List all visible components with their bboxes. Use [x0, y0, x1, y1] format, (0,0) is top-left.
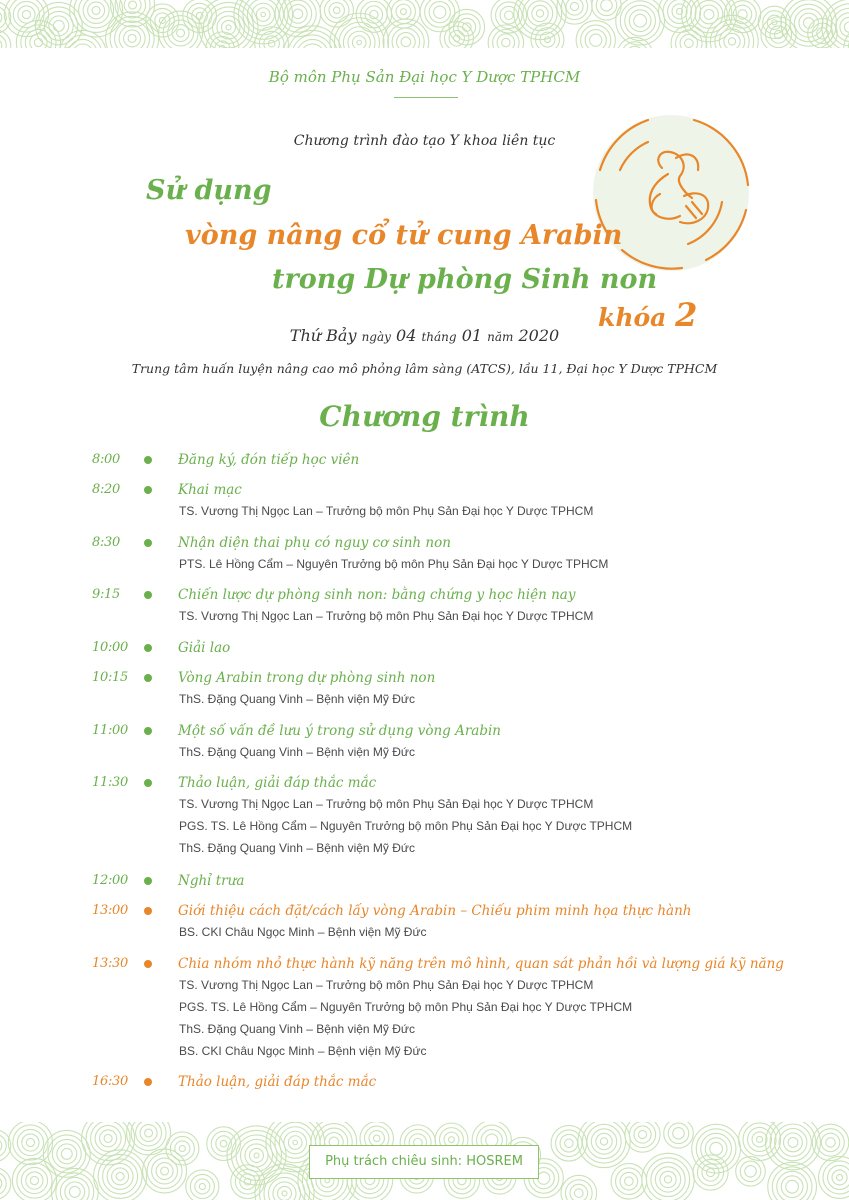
pattern-circle [642, 1153, 694, 1200]
program-kind: Chương trình đào tạo Y khoa liên tục [293, 133, 556, 149]
pattern-circle [145, 1129, 153, 1137]
pattern-circle [0, 11, 2, 25]
section-title: Chương trình [319, 400, 530, 433]
schedule-item [0, 638, 849, 660]
schedule-topic: Chia nhóm nhỏ thực hành kỹ năng trên mô hình, quan sát phản hồi và lượng giá kỹ năng [178, 956, 784, 972]
dot-icon [144, 1078, 152, 1086]
pattern-circle [156, 1163, 173, 1180]
pattern-circle [199, 1183, 205, 1189]
dot-icon [144, 907, 152, 915]
header-divider [394, 97, 458, 98]
dot-icon [144, 727, 152, 735]
pattern-circle [161, 1167, 169, 1175]
pattern-circle [0, 1139, 2, 1153]
month: 01 [461, 326, 483, 345]
pattern-circle [449, 1137, 455, 1143]
schedule-topic: Thảo luận, giải đáp thắc mắc [178, 1074, 377, 1090]
pattern-circle [672, 4, 687, 19]
pattern-circle [34, 38, 42, 46]
pattern-circle [92, 6, 100, 14]
schedule-time: 9:15 [92, 587, 120, 602]
schedule-time: 8:30 [92, 535, 120, 550]
pattern-circle [112, 1168, 129, 1185]
pattern-circle [668, 1123, 689, 1144]
pattern-circle [671, 25, 707, 48]
pattern-circle [397, 33, 416, 48]
pattern-circle [226, 25, 231, 30]
pattern-circle [585, 30, 606, 48]
pattern-circle [634, 1126, 651, 1143]
pattern-circle [551, 1125, 587, 1161]
pattern-circle [348, 31, 371, 48]
schedule-item [0, 901, 849, 923]
pattern-circle [620, 1172, 638, 1190]
top-circle-pattern [0, 0, 849, 48]
pattern-circle [401, 9, 407, 15]
department-name: Bộ môn Phụ Sản Đại học Y Dược TPHCM [268, 68, 581, 86]
pattern-circle [190, 1174, 214, 1198]
pattern-circle [581, 25, 611, 48]
pattern-circle [527, 1, 552, 26]
dot-icon [144, 644, 152, 652]
pattern-circle [757, 1136, 763, 1142]
pattern-circle [98, 1154, 142, 1198]
pattern-circle [768, 1162, 817, 1200]
pattern-circle [449, 31, 464, 46]
pattern-circle [660, 1171, 676, 1187]
schedule-time: 13:00 [92, 903, 128, 918]
pattern-circle [0, 34, 6, 48]
pattern-circle [289, 5, 308, 24]
day-label: ngày [361, 330, 391, 344]
pattern-circle [392, 28, 420, 48]
pattern-circle [596, 0, 617, 16]
pattern-circle [821, 1133, 839, 1151]
speaker: BS. CKI Châu Ngọc Minh – Bệnh viện Mỹ Đức [179, 1044, 427, 1058]
pattern-circle [680, 34, 698, 48]
dot-icon [144, 539, 152, 547]
pattern-circle [570, 2, 578, 10]
schedule-topic: Nghỉ trưa [178, 873, 245, 889]
pattern-circle [13, 1125, 48, 1160]
pattern-circle [61, 1148, 72, 1159]
schedule-item [0, 954, 849, 976]
pattern-circle [434, 6, 446, 18]
pattern-circle [538, 1172, 550, 1184]
pattern-circle [128, 34, 136, 42]
pattern-circle [26, 1138, 34, 1146]
schedule-item [0, 721, 849, 743]
pattern-circle [301, 44, 324, 48]
pattern-circle [357, 40, 362, 45]
pattern-circle [293, 1140, 298, 1145]
pattern-circle [30, 34, 47, 48]
schedule-topic: Một số vấn đề lưu ý trong sử dụng vòng Arabin [178, 723, 501, 739]
pattern-circle [844, 22, 849, 33]
pattern-circle [429, 2, 450, 23]
pattern-circle [704, 9, 714, 19]
pattern-circle [18, 6, 35, 23]
pattern-circle [288, 1136, 302, 1150]
pattern-circle [832, 1170, 847, 1185]
pattern-circle [124, 30, 141, 47]
year-label: năm [487, 330, 514, 344]
schedule-item [0, 1072, 849, 1094]
dot-icon [144, 877, 152, 885]
pattern-circle [30, 1176, 38, 1184]
speaker: TS. Vương Thị Ngọc Lan – Trưởng bộ môn Phụ Sản Đại học Y Dược TPHCM [179, 504, 594, 518]
speaker: TS. Vương Thị Ngọc Lan – Trưởng bộ môn Phụ Sản Đại học Y Dược TPHCM [179, 609, 594, 623]
pattern-circle [73, 44, 93, 48]
pattern-circle [179, 1145, 185, 1151]
pattern-circle [119, 25, 145, 48]
pattern-circle [826, 1138, 835, 1147]
pattern-circle [140, 1125, 157, 1142]
pattern-circle [745, 1166, 757, 1178]
pattern-circle [565, 1139, 574, 1148]
speaker: TS. Vương Thị Ngọc Lan – Trưởng bộ môn Phụ Sản Đại học Y Dược TPHCM [179, 797, 594, 811]
month-label: tháng [421, 330, 457, 344]
pattern-circle [220, 1140, 227, 1147]
pattern-circle [69, 1186, 80, 1197]
pattern-circle [781, 0, 836, 48]
schedule-topic: Vòng Arabin trong dự phòng sinh non [178, 670, 436, 686]
pattern-circle [781, 1176, 803, 1198]
pattern-circle [136, 1122, 162, 1146]
pattern-circle [254, 1153, 259, 1158]
pattern-circle [261, 12, 266, 17]
pattern-circle [245, 1144, 268, 1167]
title-line-1: Sử dụng [146, 175, 272, 206]
speaker: ThS. Đặng Quang Vinh – Bệnh viện Mỹ Đức [179, 841, 415, 855]
pattern-circle [625, 1177, 634, 1186]
pattern-circle [502, 38, 510, 46]
pattern-circle [22, 1134, 39, 1151]
pattern-circle [277, 1186, 291, 1200]
pattern-circle [103, 1159, 138, 1194]
schedule-topic: Khai mạc [178, 482, 242, 498]
pattern-circle [752, 1132, 767, 1147]
pattern-circle [91, 1122, 126, 1156]
pattern-circle [788, 1137, 798, 1147]
pattern-circle [664, 1176, 671, 1183]
speaker: PTS. Lê Hồng Cẩm – Nguyên Trưởng bộ môn Phụ Sản Đại học Y Dược TPHCM [179, 557, 609, 571]
pattern-circle [620, 1, 660, 41]
schedule-item [0, 450, 849, 472]
pattern-circle [601, 0, 613, 11]
schedule-time: 13:30 [92, 956, 128, 971]
pattern-circle [21, 1167, 47, 1193]
pattern-circle [611, 1163, 647, 1199]
pattern-circle [22, 10, 30, 18]
day: 04 [396, 326, 417, 345]
pattern-circle [634, 14, 647, 27]
pattern-circle [88, 2, 105, 19]
pattern-circle [95, 1125, 121, 1151]
schedule-time: 11:30 [92, 775, 128, 790]
pattern-circle [116, 1172, 124, 1180]
pattern-circle [724, 33, 740, 48]
speaker: PGS. TS. Lê Hồng Cẩm – Nguyên Trưởng bộ môn Phụ Sản Đại học Y Dược TPHCM [179, 1000, 633, 1014]
pattern-circle [152, 1158, 178, 1184]
schedule-time: 16:30 [92, 1074, 128, 1089]
course-word: khóa [598, 303, 667, 332]
pattern-circle [505, 11, 514, 20]
event-date [0, 326, 849, 345]
pattern-circle [596, 1133, 612, 1149]
pattern-circle [837, 1174, 843, 1180]
dot-icon [144, 591, 152, 599]
pattern-circle [249, 1148, 263, 1162]
schedule-time: 11:00 [92, 723, 128, 738]
pattern-circle [710, 1142, 723, 1155]
pattern-circle [646, 1158, 689, 1200]
pattern-circle [786, 1180, 799, 1193]
schedule-time: 12:00 [92, 873, 128, 888]
pattern-circle [168, 20, 194, 46]
pattern-circle [17, 1129, 43, 1155]
pattern-circle [0, 1134, 6, 1157]
pattern-circle [497, 34, 514, 48]
pattern-circle [175, 1141, 190, 1156]
pattern-circle [590, 34, 602, 46]
pattern-circle [352, 36, 366, 48]
pattern-circle [812, 1124, 848, 1160]
pattern-circle [293, 9, 303, 19]
pattern-circle [100, 1130, 117, 1147]
pattern-circle [333, 7, 339, 13]
course-number: 2 [675, 296, 698, 334]
pattern-circle [532, 5, 548, 21]
pattern-circle [682, 0, 737, 42]
dot-icon [144, 779, 152, 787]
pattern-circle [282, 1191, 287, 1196]
pattern-circle [673, 1128, 685, 1140]
schedule-topic: Giới thiệu cách đặt/cách lấy vòng Arabin – Chiếu phim minh họa thực hành [178, 903, 692, 919]
speaker: BS. CKI Châu Ngọc Minh – Bệnh viện Mỹ Đức [179, 925, 427, 939]
pattern-circle [369, 1131, 384, 1146]
pattern-circle [0, 1172, 6, 1195]
enrollment-contact: Phụ trách chiêu sinh: HOSREM [309, 1145, 539, 1179]
speaker: ThS. Đặng Quang Vinh – Bệnh viện Mỹ Đức [179, 745, 415, 759]
year: 2020 [518, 326, 560, 345]
pattern-circle [235, 1169, 260, 1194]
weekday: Thứ Bảy [289, 326, 357, 345]
pattern-circle [765, 21, 791, 47]
schedule-item [0, 773, 849, 795]
dot-icon [144, 960, 152, 968]
pattern-circle [582, 1122, 625, 1163]
venue: Trung tâm huấn luyện nâng cao mô phỏng lâm sàng (ATCS), lầu 11, Đại học Y Dược TPHCM [131, 361, 718, 376]
pattern-circle [48, 1135, 86, 1173]
schedule-topic: Chiến lược dự phòng sinh non: bằng chứng y học hiện nay [178, 587, 576, 603]
pregnant-woman-icon [588, 110, 754, 276]
pattern-circle [107, 1163, 133, 1189]
speaker: ThS. Đặng Quang Vinh – Bệnh viện Mỹ Đức [179, 1022, 415, 1036]
pattern-circle [324, 0, 348, 23]
pattern-circle [284, 1131, 307, 1154]
pattern-circle [574, 1189, 583, 1198]
pattern-circle [177, 29, 185, 37]
speaker: PGS. TS. Lê Hồng Cẩm – Nguyên Trưởng bộ môn Phụ Sản Đại học Y Dược TPHCM [179, 819, 633, 833]
pattern-circle [147, 1154, 182, 1189]
pattern-circle [560, 1134, 578, 1152]
pattern-circle [685, 39, 694, 48]
pattern-circle [115, 0, 150, 22]
pattern-circle [26, 1172, 43, 1189]
schedule-time: 10:00 [92, 640, 128, 655]
pattern-circle [626, 46, 644, 48]
speaker: ThS. Đặng Quang Vinh – Bệnh viện Mỹ Đức [179, 692, 415, 706]
pattern-circle [60, 1177, 89, 1200]
schedule-topic: Giải lao [178, 640, 231, 656]
speaker: TS. Vương Thị Ngọc Lan – Trưởng bộ môn Phụ Sản Đại học Y Dược TPHCM [179, 978, 594, 992]
schedule-time: 10:15 [92, 670, 128, 685]
pattern-circle [651, 1162, 685, 1196]
pattern-circle [828, 1165, 849, 1189]
pattern-circle [104, 1134, 112, 1142]
pattern-circle [373, 1135, 379, 1141]
pattern-circle [401, 37, 411, 47]
pattern-circle [17, 1163, 52, 1198]
pattern-circle [740, 1161, 761, 1182]
title-line-3: trong Dự phòng Sinh non [272, 264, 658, 295]
pattern-circle [129, 1, 137, 9]
pattern-circle [536, 28, 560, 48]
schedule-item [0, 668, 849, 690]
pattern-circle [396, 4, 411, 19]
dot-icon [144, 456, 152, 464]
pattern-circle [536, 10, 543, 17]
pattern-circle [53, 20, 64, 31]
schedule-topic: Nhận diện thai phụ có nguy cơ sinh non [178, 535, 451, 551]
schedule-topic: Thảo luận, giải đáp thắc mắc [178, 775, 377, 791]
pattern-circle [329, 3, 344, 18]
title-line-2: vòng nâng cổ tử cung Arabin [185, 220, 623, 251]
schedule-time: 8:00 [92, 452, 120, 467]
pattern-circle [728, 38, 735, 45]
pattern-circle [600, 1138, 607, 1145]
pattern-circle [655, 1167, 680, 1192]
pattern-circle [83, 0, 109, 23]
dot-icon [144, 674, 152, 682]
dot-icon [144, 486, 152, 494]
schedule-item [0, 480, 849, 502]
schedule-item [0, 585, 849, 607]
pattern-circle [638, 1130, 646, 1138]
pattern-circle [784, 1133, 803, 1152]
pattern-circle [172, 25, 189, 42]
pattern-circle [143, 1149, 187, 1193]
pattern-circle [0, 1177, 2, 1191]
schedule-topic: Đăng ký, đón tiếp học viên [178, 452, 360, 468]
pattern-circle [57, 1144, 77, 1164]
schedule-item [0, 533, 849, 555]
pattern-circle [195, 1179, 210, 1194]
schedule-time: 8:20 [92, 482, 120, 497]
pattern-circle [256, 8, 270, 22]
pattern-circle [629, 10, 651, 32]
pattern-circle [0, 39, 2, 48]
pattern-circle [170, 1136, 194, 1160]
pattern-circle [587, 1124, 621, 1158]
schedule-item [0, 871, 849, 893]
pattern-circle [591, 1129, 616, 1154]
